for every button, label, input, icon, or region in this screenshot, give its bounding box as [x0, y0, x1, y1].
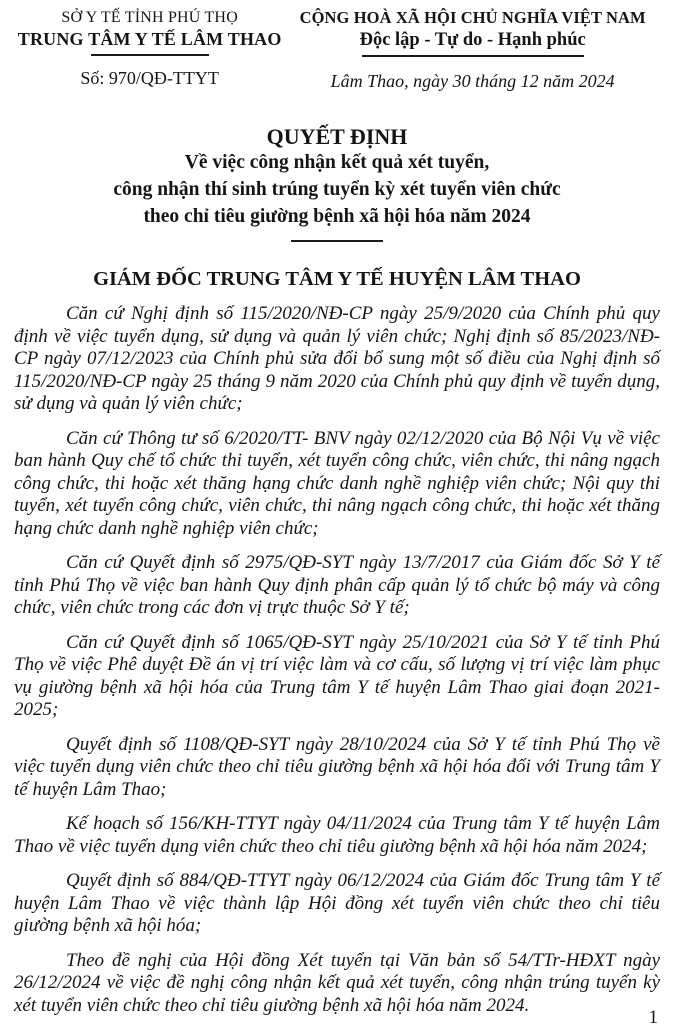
agency-parent-name: SỞ Y TẾ TỈNH PHÚ THỌ: [61, 9, 238, 26]
legal-basis-paragraph: Căn cứ Quyết định số 1065/QĐ-SYT ngày 25/10/2021 của Sở Y tế tỉnh Phú Thọ về việc Phê duyệt Đề án vị trí việc làm và cơ cấu, số lượng vị trí việc làm phục vụ giường bệnh xã hội hóa của Trung tâm Y tế huyện Lâm Thao giai đoạn 2021-2025;: [14, 631, 660, 720]
legal-basis-paragraph: Quyết định số 884/QĐ-TTYT ngày 06/12/2024 của Giám đốc Trung tâm Y tế huyện Lâm Thao về việc thành lập Hội đồng xét tuyển viên chức theo chỉ tiêu giường bệnh xã hội hóa;: [14, 870, 660, 936]
national-title: CỘNG HOÀ XÃ HỘI CHỦ NGHĨA VIỆT NAM: [299, 8, 646, 27]
place-and-date: Lâm Thao, ngày 30 tháng 12 năm 2024: [330, 71, 615, 91]
page-number: 1: [648, 1007, 658, 1028]
decision-subtitle-line-3: theo chỉ tiêu giường bệnh xã hội hóa năm 2024: [143, 206, 531, 227]
national-header-block: [285, 8, 660, 92]
agency-underline-rule: [91, 54, 209, 56]
decision-title-block: [14, 125, 660, 242]
legal-basis-paragraph: Căn cứ Quyết định số 2975/QĐ-SYT ngày 13/7/2017 của Giám đốc Sở Y tế tỉnh Phú Thọ về việc ban hành Quy định phân cấp quản lý tổ chức bộ máy và công chức, viên chức trong các đơn vị trực thuộc Sở Y tế;: [14, 552, 660, 618]
motto-underline-rule: [362, 55, 584, 57]
document-header: [14, 8, 660, 92]
legal-basis-paragraph: Kế hoạch số 156/KH-TTYT ngày 04/11/2024 của Trung tâm Y tế huyện Lâm Thao về việc tuyển dụng viên chức theo chỉ tiêu giường bệnh xã hội hóa năm 2024;: [14, 813, 660, 857]
national-motto: Độc lập - Tự do - Hạnh phúc: [359, 30, 586, 50]
document-body: [14, 303, 660, 1017]
agency-name: TRUNG TÂM Y TẾ LÂM THAO: [17, 29, 282, 49]
legal-basis-paragraph: Quyết định số 1108/QĐ-SYT ngày 28/10/2024 của Sở Y tế tỉnh Phú Thọ về việc tuyển dụng viên chức theo chỉ tiêu giường bệnh xã hội hóa đối với Trung tâm Y tế huyện Lâm Thao;: [14, 733, 660, 800]
issuing-agency-block: [14, 8, 285, 89]
decision-subtitle-line-1: Về việc công nhận kết quả xét tuyển,: [184, 152, 490, 173]
issuing-authority-heading: GIÁM ĐỐC TRUNG TÂM Y TẾ HUYỆN LÂM THAO: [93, 268, 581, 290]
legal-basis-paragraph: Căn cứ Nghị định số 115/2020/NĐ-CP ngày 25/9/2020 của Chính phủ quy định về việc tuyển dụng, sử dụng và quản lý viên chức; Nghị định số 85/2023/NĐ-CP ngày 07/12/2023 của Chính phủ sửa đổi bổ sung một số điều của Nghị định số 115/2020/NĐ-CP ngày 25 tháng 9 năm 2020 của Chính phủ quy định về tuyển dụng, sử dụng và quản lý viên chức;: [14, 303, 660, 414]
proposal-paragraph: Theo đề nghị của Hội đồng Xét tuyển tại Văn bản số 54/TTr-HĐXT ngày 26/12/2024 về việc đề nghị công nhận kết quả xét tuyển, công nhận trúng tuyển kỳ xét tuyển viên chức theo chỉ tiêu giường bệnh xã hội hóa năm 2024.: [14, 949, 660, 1016]
title-divider-rule: [291, 240, 383, 242]
document-number: Số: 970/QĐ-TTYT: [80, 68, 219, 88]
decision-heading: QUYẾT ĐỊNH: [266, 124, 408, 149]
decision-subtitle-line-2: công nhận thí sinh trúng tuyển kỳ xét tuyển viên chức: [113, 179, 561, 200]
legal-basis-paragraph: Căn cứ Thông tư số 6/2020/TT- BNV ngày 02/12/2020 của Bộ Nội Vụ về việc ban hành Quy chế tổ chức thi tuyển, xét tuyển công chức, viên chức, thi nâng ngạch công chức, thi hoặc xét thăng hạng chức danh nghề nghiệp viên chức; Nội quy thi tuyển, xét tuyển công chức, viên chức, thi nâng ngạch công chức, thi hoặc xét thăng hạng chức danh nghề nghiệp viên chức;: [14, 427, 660, 539]
